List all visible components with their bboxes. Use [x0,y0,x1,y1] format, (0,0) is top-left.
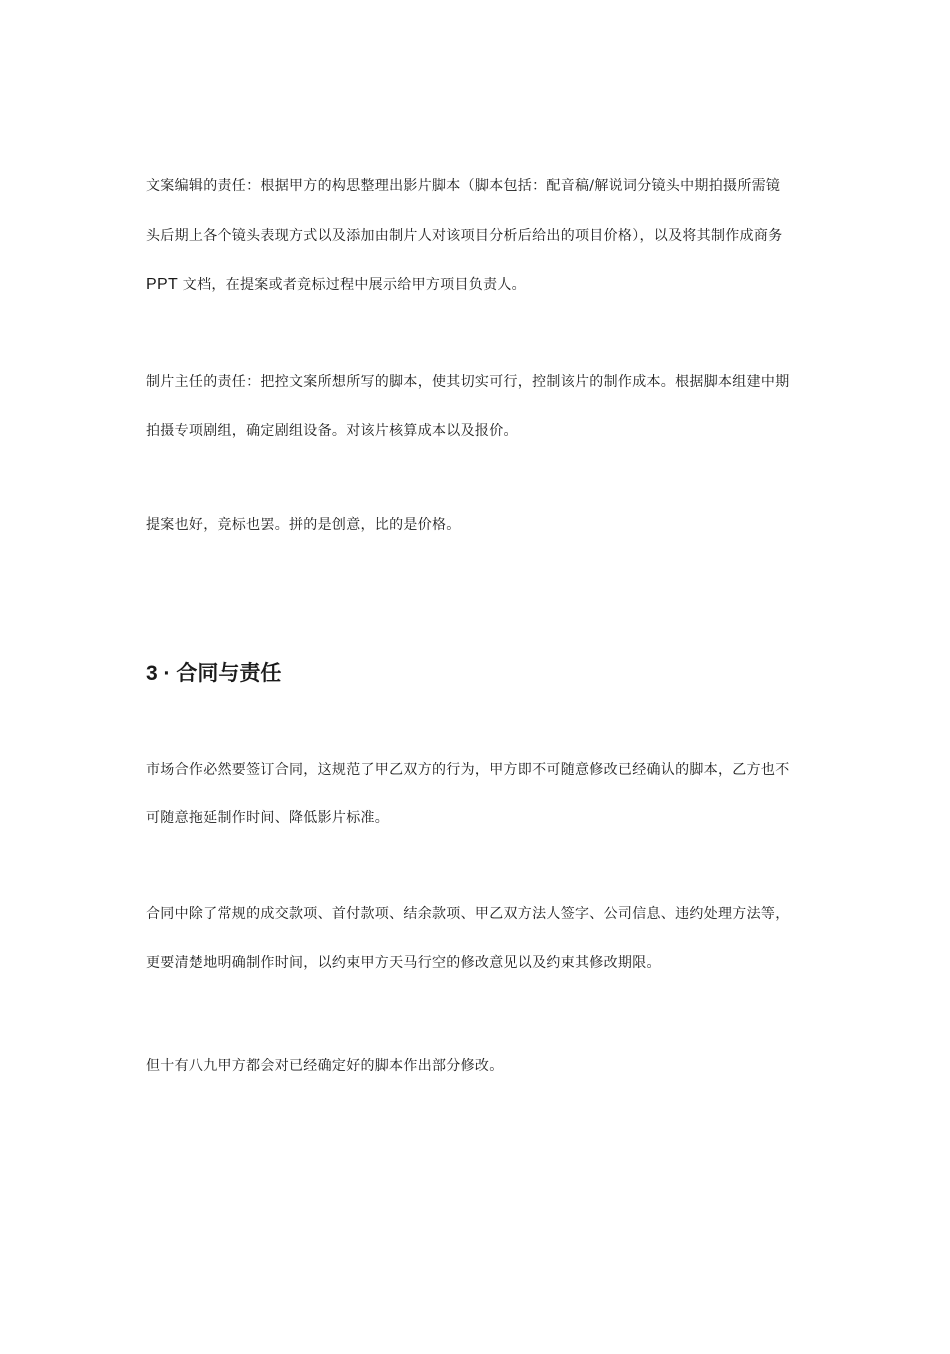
para-proposal-line-1: 提案也好，竞标也罢。拼的是创意，比的是价格。 [146,517,461,533]
para-copywriter-line-3-rest: 文档，在提案或者竞标过程中展示给甲方项目负责人。 [178,277,526,293]
para-copywriter-line-1: 文案编辑的责任：根据甲方的构思整理出影片脚本（脚本包括：配音稿/解说词分镜头中期拍摄所需镜 [146,178,781,194]
para-production-line-2: 拍摄专项剧组，确定剧组设备。对该片核算成本以及报价。 [146,423,518,439]
para-contract-terms-line-1: 合同中除了常规的成交款项、首付款项、结余款项、甲乙双方法人签字、公司信息、违约处理方法等， [146,906,790,922]
para-copywriter-line-3 [146,275,526,295]
section-heading: 3 · 合同与责任 [146,662,282,685]
para-contract-line-2: 可随意拖延制作时间、降低影片标准。 [146,810,390,826]
ppt-text: PPT [146,276,179,293]
para-contract-terms-line-2: 更要清楚地明确制作时间，以约束甲方天马行空的修改意见以及约束其修改期限。 [146,955,661,971]
para-modification-line-1: 但十有八九甲方都会对已经确定好的脚本作出部分修改。 [146,1058,504,1074]
para-production-line-1: 制片主任的责任：把控文案所想所写的脚本，使其切实可行，控制该片的制作成本。根据脚本组建中期 [146,374,790,390]
para-contract-line-1: 市场合作必然要签订合同，这规范了甲乙双方的行为，甲方即不可随意修改已经确认的脚本，乙方也不 [146,762,790,778]
para-copywriter-line-2: 头后期上各个镜头表现方式以及添加由制片人对该项目分析后给出的项目价格），以及将其制作成商务 [146,228,783,244]
